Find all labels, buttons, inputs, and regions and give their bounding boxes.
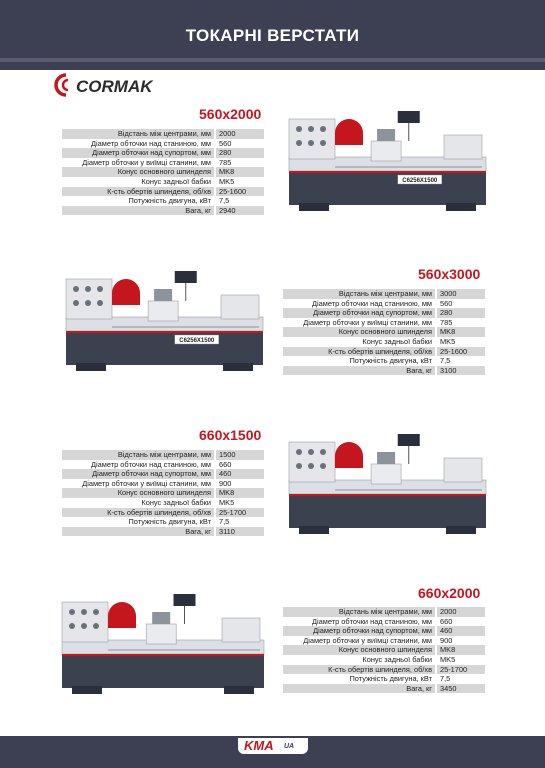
lathe-foot-left: [72, 686, 102, 694]
logo-text: CORMAK: [76, 77, 153, 96]
spec-label: Вага, кг: [62, 527, 215, 537]
spec-row: [283, 607, 485, 617]
lathe-tailstock: [444, 135, 482, 159]
spec-label: Діаметр обточки у виїмці станини, мм: [62, 479, 215, 489]
lathe-foot-right: [446, 203, 476, 211]
spec-value: 560: [436, 299, 485, 309]
lathe-knob: [308, 126, 314, 132]
spec-row: [283, 318, 485, 328]
lathe-headstock: [289, 442, 335, 482]
spec-row: [283, 366, 485, 376]
spec-value: MK8: [215, 488, 264, 498]
spec-label: Вага, кг: [62, 206, 215, 216]
chuck-guard: [108, 602, 136, 628]
spec-label: Діаметр обточки у виїмці станини, мм: [62, 158, 215, 168]
lathe-foot-right: [224, 686, 254, 694]
spec-value: MK5: [215, 498, 264, 508]
spec-value: 3000: [436, 289, 485, 299]
spec-value: MK5: [436, 655, 485, 665]
spec-value: 25-1600: [215, 187, 264, 197]
chuck-guard: [335, 442, 363, 468]
model-title-3: 660x1500: [199, 427, 262, 443]
page-title: ТОКАРНІ ВЕРСТАТИ: [185, 26, 360, 45]
lathe-knob: [320, 463, 326, 469]
spec-label: Діаметр обточки над станиною, мм: [62, 460, 215, 470]
lathe-knob: [97, 286, 103, 292]
model-plate-text: C6256X1500: [402, 178, 438, 184]
lathe-carriage: [371, 141, 401, 161]
spec-row: [283, 356, 485, 366]
lathe-knob: [296, 140, 302, 146]
spec-value: 460: [436, 626, 485, 636]
spec-value: 1500: [215, 450, 264, 460]
spec-label: Відстань між центрами, мм: [283, 289, 436, 299]
lathe-base: [66, 329, 263, 365]
spec-row: [283, 337, 485, 347]
dro-display: [175, 271, 197, 283]
spec-value: MK8: [436, 645, 485, 655]
spec-value: 560: [215, 139, 264, 149]
spec-label: Конус основного шпинделя: [62, 488, 215, 498]
lathe-tailstock: [221, 295, 259, 319]
spec-row: [283, 626, 485, 636]
tool-post: [154, 289, 172, 301]
spec-row: [62, 469, 264, 479]
spec-label: К-сть обертів шпинделя, об/хв: [283, 665, 436, 675]
spec-row: [283, 684, 485, 694]
spec-value: 3110: [215, 527, 264, 537]
spec-label: Діаметр обточки над станиною, мм: [283, 299, 436, 309]
lathe-headstock: [289, 119, 335, 159]
tool-post: [377, 452, 395, 464]
lathe-base: [289, 492, 486, 528]
model-title-2: 560x3000: [418, 266, 481, 282]
lathe-drawing: [62, 594, 264, 694]
spec-label: Конус задньої бабки: [62, 498, 215, 508]
spec-label: Діаметр обточки над супортом, мм: [62, 148, 215, 158]
spec-label: Відстань між центрами, мм: [62, 129, 215, 139]
spec-row: [283, 665, 485, 675]
lathe-image-1: [285, 105, 490, 215]
kma-logo-main: KMA: [244, 738, 274, 753]
model-title-1: 560x2000: [199, 106, 262, 122]
spec-label: К-сть обертів шпинделя, об/хв: [62, 508, 215, 518]
lathe-knob: [69, 623, 75, 629]
spec-table-4: [283, 607, 485, 693]
lathe-foot-left: [299, 526, 329, 534]
dro-display: [398, 434, 420, 446]
lathe-knob: [85, 300, 91, 306]
spec-label: Відстань між центрами, мм: [283, 607, 436, 617]
accent-stripe: [62, 654, 264, 656]
spec-value: 2000: [436, 607, 485, 617]
lathe-knob: [308, 140, 314, 146]
spec-label: Конус задньої бабки: [283, 655, 436, 665]
lathe-foot-left: [76, 363, 106, 371]
model-title-4: 660x2000: [418, 585, 481, 601]
spec-row: [283, 655, 485, 665]
spec-row: [62, 479, 264, 489]
spec-row: [62, 527, 264, 537]
spec-value: 2000: [215, 129, 264, 139]
spec-label: Потужність двигуна, кВт: [62, 196, 215, 206]
spec-row: [62, 498, 264, 508]
lathe-image-4: [58, 588, 268, 698]
lathe-knob: [93, 609, 99, 615]
chuck-guard: [112, 279, 140, 305]
model-plate-text: C6256X1500: [179, 338, 215, 344]
dro-display: [174, 594, 196, 606]
spec-label: Потужність двигуна, кВт: [283, 356, 436, 366]
spec-value: MK5: [215, 177, 264, 187]
lathe-knob: [93, 623, 99, 629]
lathe-knob: [85, 286, 91, 292]
spec-row: [283, 347, 485, 357]
lathe-foot-right: [446, 526, 476, 534]
lathe-image-2: [62, 265, 267, 375]
spec-table-1: [62, 129, 264, 215]
spec-row: [283, 327, 485, 337]
header-divider: [0, 58, 545, 62]
spec-row: [62, 196, 264, 206]
accent-stripe: [66, 331, 263, 333]
spec-label: Потужність двигуна, кВт: [283, 674, 436, 684]
lathe-knob: [97, 300, 103, 306]
spec-label: Відстань між центрами, мм: [62, 450, 215, 460]
spec-label: Конус задньої бабки: [62, 177, 215, 187]
spec-row: [62, 206, 264, 216]
spec-label: Конус основного шпинделя: [283, 645, 436, 655]
kma-logo: [238, 738, 308, 754]
spec-value: 25-1700: [436, 665, 485, 675]
lathe-carriage: [371, 464, 401, 484]
spec-label: Діаметр обточки над станиною, мм: [283, 617, 436, 627]
spec-row: [283, 645, 485, 655]
lathe-knob: [81, 609, 87, 615]
lathe-knob: [296, 463, 302, 469]
lathe-headstock: [62, 602, 108, 642]
spec-value: 660: [215, 460, 264, 470]
lathe-base: [62, 652, 264, 688]
spec-value: 3100: [436, 366, 485, 376]
spec-value: 785: [215, 158, 264, 168]
spec-value: 280: [215, 148, 264, 158]
lathe-knob: [308, 449, 314, 455]
lathe-carriage: [146, 624, 176, 644]
lathe-drawing: [66, 271, 263, 371]
spec-label: Діаметр обточки у виїмці станини, мм: [283, 318, 436, 328]
spec-value: 660: [436, 617, 485, 627]
lathe-headstock: [66, 279, 112, 319]
spec-label: К-сть обертів шпинделя, об/хв: [283, 347, 436, 357]
spec-row: [62, 167, 264, 177]
spec-value: 25-1700: [215, 508, 264, 518]
spec-label: Діаметр обточки над супортом, мм: [283, 308, 436, 318]
lathe-drawing: [289, 434, 486, 534]
spec-value: MK8: [436, 327, 485, 337]
spec-row: [283, 289, 485, 299]
spec-row: [62, 158, 264, 168]
lathe-knob: [73, 300, 79, 306]
spec-value: 7,5: [436, 674, 485, 684]
dro-display: [398, 111, 420, 123]
spec-label: Потужність двигуна, кВт: [62, 517, 215, 527]
spec-label: Конус основного шпинделя: [283, 327, 436, 337]
spec-value: 900: [215, 479, 264, 489]
lathe-knob: [69, 609, 75, 615]
spec-value: 25-1600: [436, 347, 485, 357]
spec-label: К-сть обертів шпинделя, об/хв: [62, 187, 215, 197]
kma-logo-sub: UA: [284, 743, 295, 750]
lathe-knob: [320, 449, 326, 455]
spec-value: MK8: [215, 167, 264, 177]
spec-row: [283, 636, 485, 646]
spec-row: [62, 488, 264, 498]
spec-value: 2940: [215, 206, 264, 216]
lathe-knob: [308, 463, 314, 469]
spec-row: [283, 299, 485, 309]
spec-row: [62, 187, 264, 197]
spec-table-3: [62, 450, 264, 536]
lathe-knob: [296, 126, 302, 132]
spec-value: 7,5: [215, 196, 264, 206]
spec-value: 280: [436, 308, 485, 318]
lathe-base: [289, 169, 486, 205]
spec-label: Вага, кг: [283, 684, 436, 694]
spec-value: 460: [215, 469, 264, 479]
spec-row: [62, 517, 264, 527]
spec-row: [283, 674, 485, 684]
spec-label: Діаметр обточки у виїмці станини, мм: [283, 636, 436, 646]
spec-label: Конус задньої бабки: [283, 337, 436, 347]
lathe-knob: [320, 140, 326, 146]
spec-row: [283, 308, 485, 318]
lathe-foot-right: [223, 363, 253, 371]
lathe-drawing: [289, 111, 486, 211]
spec-value: 3450: [436, 684, 485, 694]
lathe-carriage: [148, 301, 178, 321]
cormak-logo: [52, 72, 182, 98]
accent-stripe: [289, 171, 486, 173]
spec-row: [62, 177, 264, 187]
lathe-tailstock: [222, 618, 260, 642]
spec-label: Діаметр обточки над супортом, мм: [62, 469, 215, 479]
spec-row: [283, 617, 485, 627]
lathe-image-3: [285, 428, 490, 538]
spec-label: Конус основного шпинделя: [62, 167, 215, 177]
tool-post: [152, 612, 170, 624]
spec-label: Діаметр обточки над станиною, мм: [62, 139, 215, 149]
spec-table-2: [283, 289, 485, 375]
spec-value: MK5: [436, 337, 485, 347]
spec-value: 7,5: [215, 517, 264, 527]
chuck-guard: [335, 119, 363, 145]
spec-row: [62, 508, 264, 518]
spec-label: Вага, кг: [283, 366, 436, 376]
spec-label: Діаметр обточки над супортом, мм: [283, 626, 436, 636]
spec-value: 785: [436, 318, 485, 328]
spec-row: [62, 148, 264, 158]
lathe-knob: [320, 126, 326, 132]
tool-post: [377, 129, 395, 141]
spec-row: [62, 129, 264, 139]
spec-row: [62, 450, 264, 460]
lathe-foot-left: [299, 203, 329, 211]
lathe-knob: [296, 449, 302, 455]
lathe-knob: [81, 623, 87, 629]
lathe-knob: [73, 286, 79, 292]
spec-value: 7,5: [436, 356, 485, 366]
lathe-tailstock: [444, 458, 482, 482]
accent-stripe: [289, 494, 486, 496]
spec-value: 900: [436, 636, 485, 646]
spec-row: [62, 139, 264, 149]
spec-row: [62, 460, 264, 470]
